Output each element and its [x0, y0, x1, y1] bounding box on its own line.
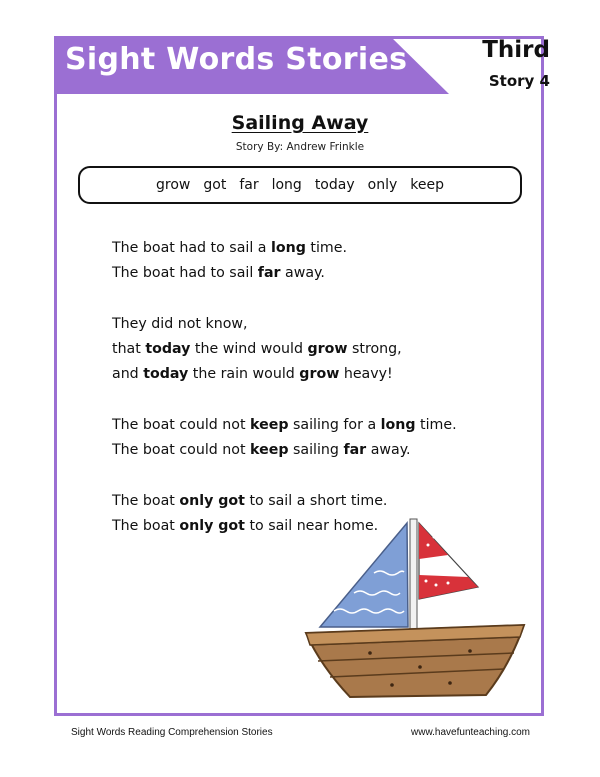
- sight-word-highlight: long: [380, 417, 416, 433]
- title-banner: [54, 36, 449, 94]
- sight-word-highlight: today: [145, 341, 191, 357]
- sight-words-box: [78, 166, 522, 204]
- story-text: to sail near home.: [244, 518, 379, 534]
- story-text: and: [112, 366, 144, 382]
- story-byline: Story By: Andrew Frinkle: [235, 141, 365, 153]
- story-line: [112, 337, 512, 362]
- sight-word-highlight: far: [343, 442, 367, 458]
- sight-word-highlight: keep: [250, 417, 289, 433]
- footer-website: www.havefunteaching.com: [411, 727, 530, 738]
- story-text: sailing: [288, 442, 344, 458]
- stanza: [112, 312, 512, 387]
- grade-level: Third: [482, 37, 550, 63]
- stanza: [112, 236, 512, 286]
- story-text: heavy!: [339, 366, 393, 382]
- story-line: [112, 362, 512, 387]
- story-text: sailing for a: [288, 417, 381, 433]
- sight-word: long: [271, 177, 302, 193]
- sight-word-highlight: long: [271, 240, 306, 256]
- story-text: away.: [366, 442, 411, 458]
- story-text: They did not know,: [112, 316, 248, 332]
- story-text: The boat: [112, 518, 180, 534]
- sight-word-highlight: grow: [307, 341, 348, 357]
- story-text: The boat: [112, 493, 180, 509]
- story-number: Story 4: [488, 72, 550, 90]
- sight-word-highlight: keep: [250, 442, 289, 458]
- story-line: [112, 312, 512, 337]
- story-text: time.: [415, 417, 457, 433]
- sailboat-illustration: [300, 515, 530, 705]
- story-line: [112, 236, 512, 261]
- sight-word-highlight: grow: [299, 366, 340, 382]
- story-text: strong,: [347, 341, 402, 357]
- story-text: the rain would: [188, 366, 300, 382]
- story-line: [112, 438, 512, 463]
- sight-word-highlight: far: [257, 265, 281, 281]
- sight-word-highlight: today: [143, 366, 189, 382]
- story-text: The boat had to sail a: [112, 240, 271, 256]
- story-line: [112, 413, 512, 438]
- story-text: The boat could not: [112, 442, 251, 458]
- footer-series-label: Sight Words Reading Comprehension Stories: [71, 727, 273, 738]
- story-text: that: [112, 341, 146, 357]
- story-text: the wind would: [190, 341, 308, 357]
- story-text: time.: [305, 240, 347, 256]
- stanza: [112, 413, 512, 463]
- story-line: [112, 489, 512, 514]
- story-text: The boat had to sail: [112, 265, 258, 281]
- sight-word: far: [239, 177, 259, 193]
- banner-title: Sight Words Stories: [65, 42, 408, 77]
- sight-word: grow: [156, 177, 191, 193]
- sight-word: keep: [410, 177, 444, 193]
- story-text: away.: [280, 265, 325, 281]
- story-text: The boat could not: [112, 417, 251, 433]
- sight-word-highlight: only got: [179, 493, 245, 509]
- story-title: Sailing Away: [231, 112, 369, 134]
- story-text: to sail a short time.: [244, 493, 388, 509]
- story-line: [112, 261, 512, 286]
- sight-word-highlight: only got: [179, 518, 245, 534]
- sight-word: only: [367, 177, 398, 193]
- sight-word: got: [203, 177, 227, 193]
- sight-word: today: [314, 177, 355, 193]
